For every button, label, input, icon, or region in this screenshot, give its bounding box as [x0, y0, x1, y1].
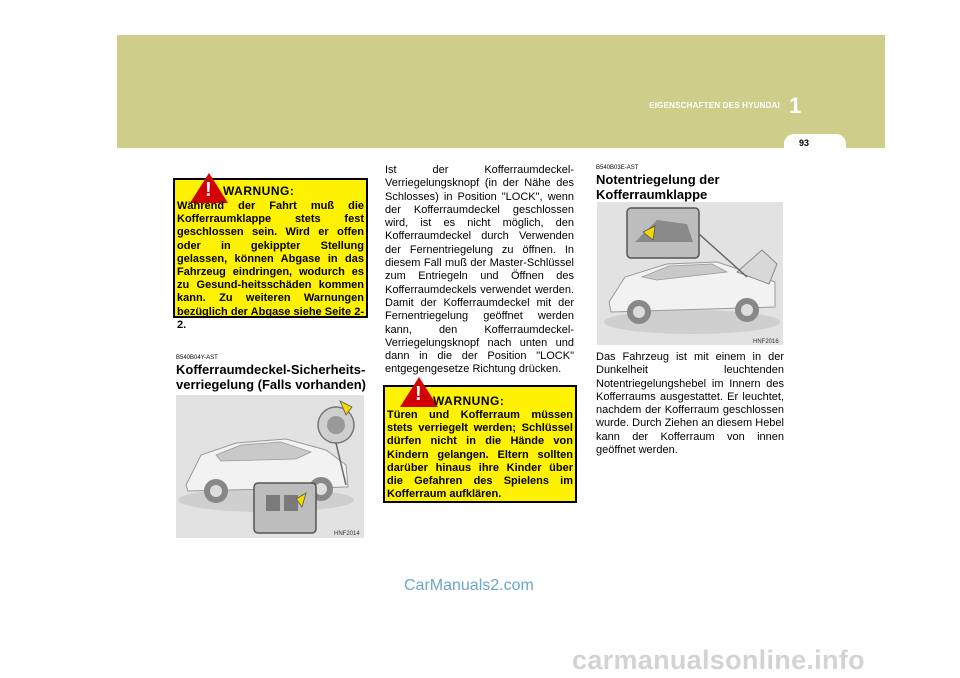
- warning-icon: !: [190, 173, 228, 203]
- figure-trunk-lock: [176, 395, 364, 538]
- figure-caption: HNF2014: [334, 531, 360, 537]
- warning-title: WARNUNG:: [433, 394, 505, 408]
- section-title: EIGENSCHAFTEN DES HYUNDAI: [649, 101, 780, 110]
- paragraph-trunk-lock-button: Ist der Kofferraumdeckel-Verriegelungsknopf (in der Nähe des Schlosses) in Position "LOCK", wenn der Kofferraumdeckel geschlossen wird, ist es nicht möglich, den Kofferraumdeckel durch Verwenden der Fernentriegelung zu öffnen. In diesem Fall muß der Master-Schlüssel zum Entriegeln und Öffnen des Kofferraumdeckels verwendet werden. Damit der Kofferraumdeckel mit der Fernentriegelung geöffnet werden kann, den Kofferraumdeckel-Verriegelungsknopf nach unten und dann in die der Position "LOCK" entgegengesetze Richtung drücken.: [385, 164, 574, 376]
- section-code: B540B03E-AST: [596, 165, 639, 171]
- chapter-number: 1: [789, 93, 802, 118]
- footer-watermark: carmanualsonline.info: [572, 645, 865, 675]
- figure-caption: HNF2016: [753, 339, 779, 345]
- warning-box-exhaust: [173, 178, 368, 331]
- site-watermark[interactable]: CarManuals2.com: [404, 577, 534, 594]
- section-heading: Notentriegelung der Kofferraumklappe: [596, 172, 720, 202]
- warning-title: WARNUNG:: [223, 184, 295, 198]
- warning-box-children: [383, 385, 577, 503]
- header-band: [117, 35, 885, 148]
- car-trunk-illustration: [597, 202, 783, 345]
- warning-body: Während der Fahrt muß die Kofferraumklappe stets fest geschlossen sein. Wird er offen oder in gekippter Stellung gelassen, können Abgase in das Fahrzeug eindringen, wodurch es zu Gesund-heitsschäden kommen kann. Zu weiteren Warnungen bezüglich der Abgase siehe Seite 2-2.: [177, 200, 364, 331]
- page-number: 93: [798, 138, 809, 148]
- figure-emergency-release: [597, 202, 783, 345]
- section-code: B540B04Y-AST: [176, 355, 218, 361]
- car-illustration: [176, 395, 364, 538]
- paragraph-emergency-release: Das Fahrzeug ist mit einem in der Dunkelheit leuchtenden Notentriegelungshebel im Innern des Kofferraums ausgestattet. Er leuchtet, nachdem der Kofferraum geschlossen wurde. Durch Ziehen an diesem Hebel kann der Kofferraum von innen geöffnet werden.: [596, 351, 784, 457]
- warning-body: Türen und Kofferraum müssen stets verriegelt werden; Schlüssel dürfen nicht in die Hände von Kindern gelangen. Eltern sollten darüber hinaus ihre Kinder über die Gefahren des Spielens im Kofferraum aufklären.: [387, 409, 573, 501]
- section-heading: Kofferraumdeckel-Sicherheits-verriegelung (Falls vorhanden): [176, 362, 366, 392]
- warning-icon: !: [400, 377, 438, 407]
